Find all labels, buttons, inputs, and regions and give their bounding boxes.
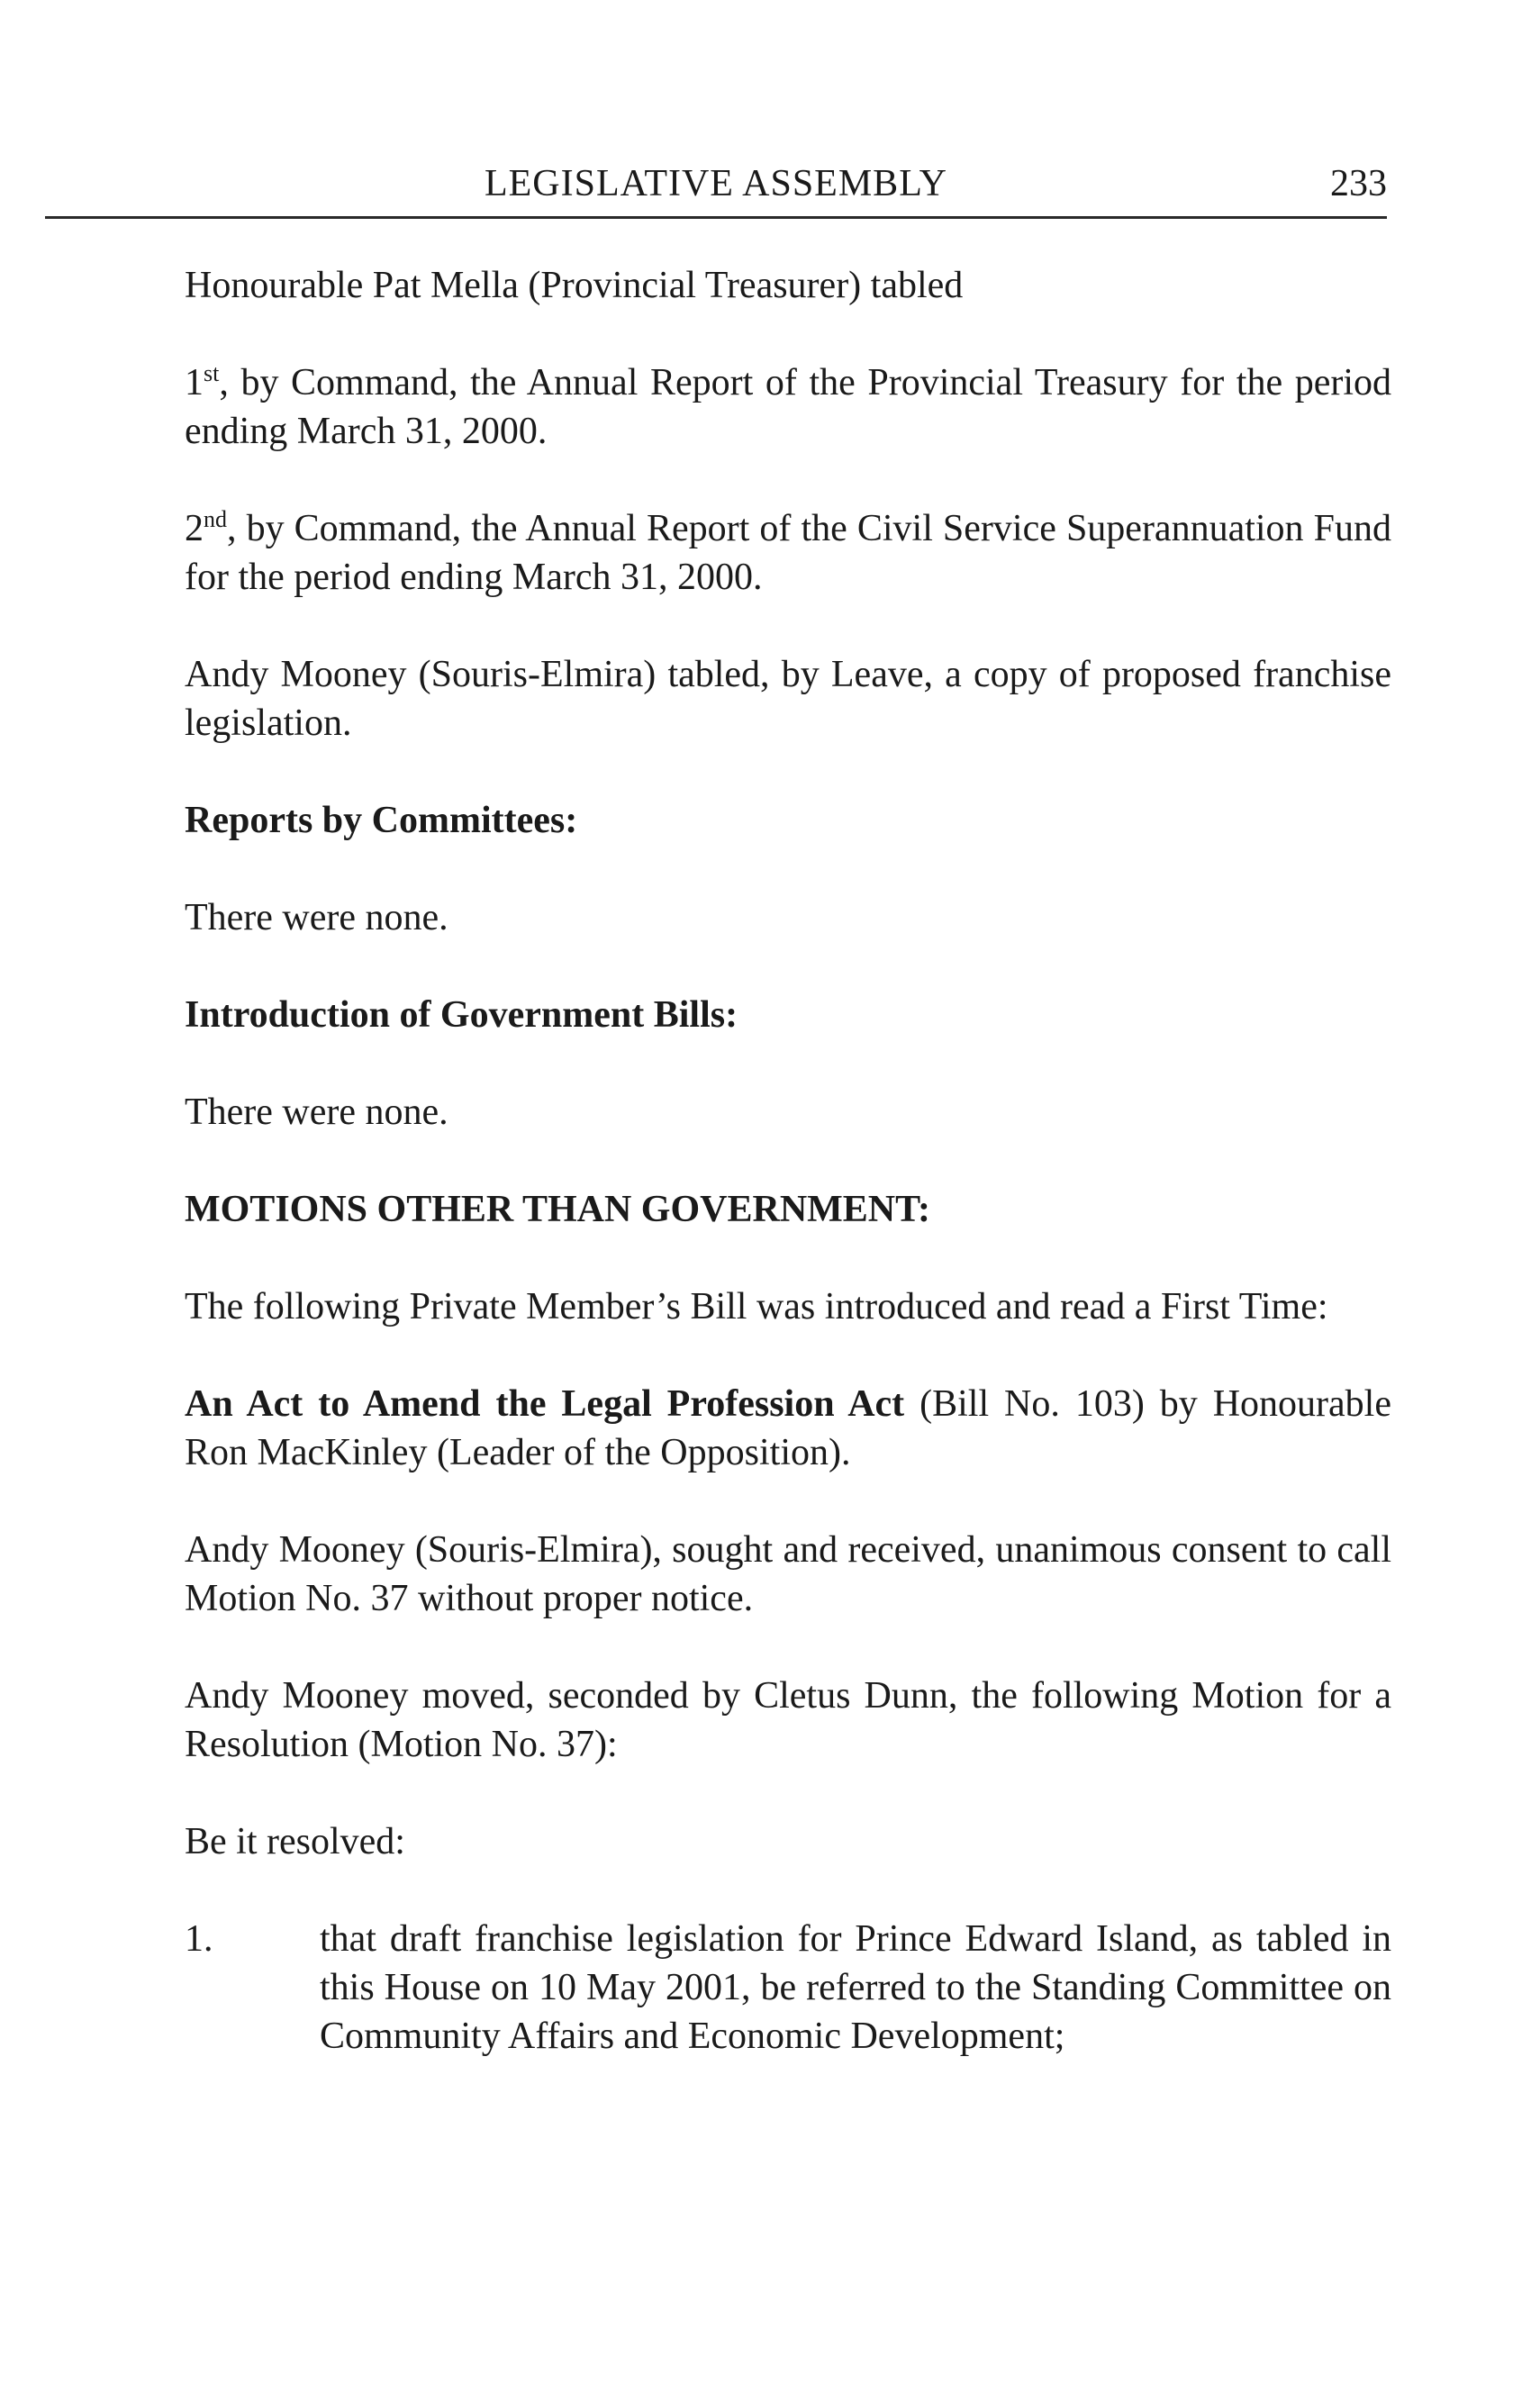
resolution-item-number: 1. [185,1918,213,1960]
document-body [185,261,1391,2061]
bill-title: An Act to Amend the Legal Profession Act [185,1383,905,1425]
reports-heading: Reports by Committees: [185,800,578,841]
reports-text: There were none. [185,897,448,938]
ordinal-number: 1 [185,362,204,403]
intro-bills-text: There were none. [185,1092,448,1133]
intro-bills-heading: Introduction of Government Bills: [185,994,738,1036]
private-bill-intro: The following Private Member’s Bill was introduced and read a First Time: [185,1286,1328,1327]
header-title: LEGISLATIVE ASSEMBLY [485,163,947,204]
resolution-item-text: that draft franchise legislation for Prince Edward Island, as tabled in this House on 10 May 2001, be referred to the Standing Committee on Community Affairs and Economic Development; [320,1918,1391,2057]
ordinal-number: 2 [185,508,204,549]
tabled-item-text: , by Command, the Annual Report of the Civil Service Superannuation Fund for the period ending March 31, 2000. [185,508,1391,598]
tabled-item-text: , by Command, the Annual Report of the Provincial Treasury for the period ending March 31, 2000. [185,362,1391,452]
tabling-intro: Honourable Pat Mella (Provincial Treasurer) tabled [185,265,964,306]
resolved-line: Be it resolved: [185,1821,405,1862]
tabled-item-2 [185,504,1391,602]
bill-details: (Bill No. 103) by Honourable Ron MacKinley (Leader of the Opposition). [185,1383,1391,1473]
page-number: 233 [1330,163,1387,204]
tabled-item-1 [185,358,1391,456]
consent-paragraph: Andy Mooney (Souris-Elmira), sought and received, unanimous consent to call Motion No. 37 without proper notice. [185,1529,1391,1619]
ordinal-suffix: nd [204,506,227,532]
ordinal-suffix: st [204,360,220,386]
motion-moved-paragraph: Andy Mooney moved, seconded by Cletus Dunn, the following Motion for a Resolution (Motion No. 37): [185,1675,1391,1765]
running-header [45,162,1387,219]
motions-heading: MOTIONS OTHER THAN GOVERNMENT: [185,1189,931,1230]
bill-paragraph [185,1380,1391,1477]
resolution-item [185,1915,1391,2061]
mooney-tabled-paragraph: Andy Mooney (Souris-Elmira) tabled, by Leave, a copy of proposed franchise legislation. [185,654,1391,744]
